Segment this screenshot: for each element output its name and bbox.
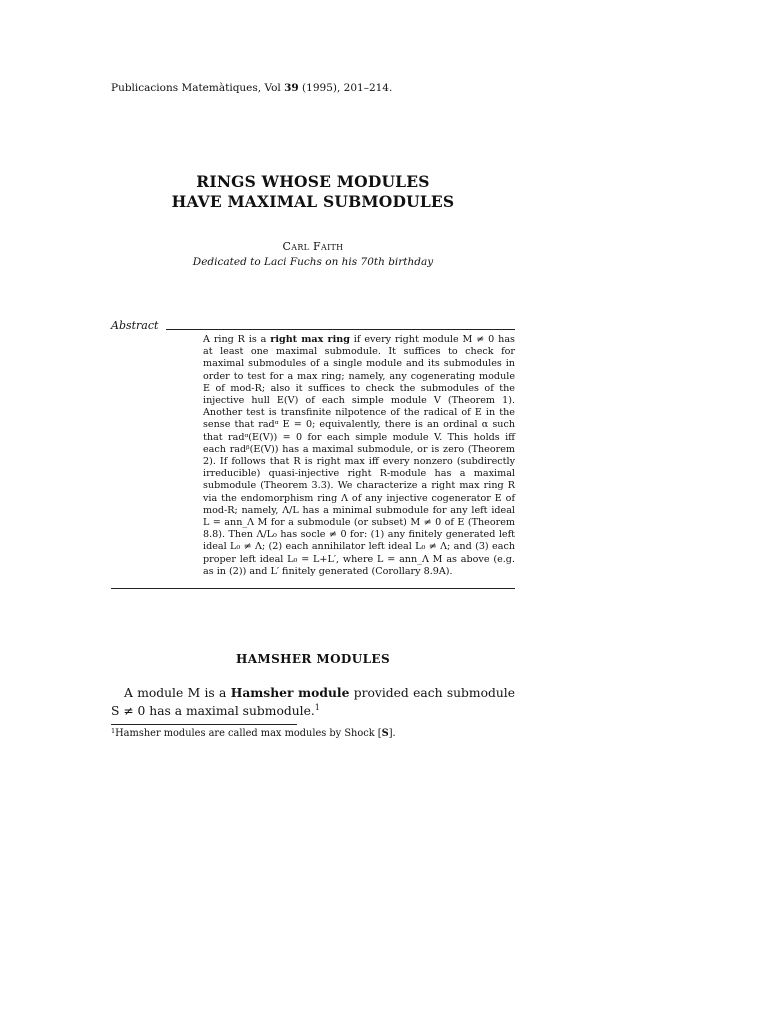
title-line-1: RINGS WHOSE MODULES [196,172,430,191]
abstract-top-rule [166,329,515,330]
journal-citation [111,82,392,94]
abstract-term: right max ring [270,334,350,345]
section-paragraph [111,684,515,720]
footnote-number: 1 [111,727,116,735]
title-line-2: HAVE MAXIMAL SUBMODULES [171,192,455,211]
dedication: Dedicated to Laci Fuchs on his 70th birthday [192,256,434,268]
paragraph-lead: A module M is a [124,686,231,700]
abstract-text [203,334,515,578]
footnote-text: Hamsher modules are called max modules by Shock [ [115,728,382,739]
abstract-label: Abstract [111,319,159,332]
abstract-bottom-rule [111,588,515,589]
paragraph-term: Hamsher module [230,685,350,700]
journal-volume: 39 [284,82,299,94]
footnote-rule [111,724,297,725]
journal-year-pages: (1995), 201–214. [298,82,393,94]
paragraph-rest: provided each submodule S ≠ 0 has a maximal submodule. [111,686,515,718]
author-name: Carl Faith [282,240,344,253]
section-heading: HAMSHER MODULES [235,652,391,666]
footnote-text-end: ]. [388,728,396,739]
abstract-body: if every right module M ≠ 0 has at least one maximal submodule. It suffices to check for maximal submodules of a single module and its submodules in order to test for a max ring; namely, any cogenerating module E of mod-R; also it suffices to check the submodules of the injective hull E(V) of each simple module V (Theorem 1). Another test is transfinite nilpotence of the radical of E in the sense that radᵅ E = 0; equivalently, there is an ordinal α such that radᵅ(E(V)) = 0 for each simple module V. This holds iff each radᵝ(E(V)) has a maximal submodule, or is zero (Theorem 2). If follows that R is right max iff every nonzero (subdirectly irreducible) quasi-injective right R-module has a maximal submodule (Theorem 3.3). We characterize a right max ring R via the endomorphism ring Λ of any injective cogenerator E of mod-R; namely, Λ/L has a minimal submodule for any left ideal L = ann_Λ M for a submodule (or subset) M ≠ 0 of E (Theorem 8.8). Then Λ/L₀ has socle ≠ 0 for: (1) any finitely generated left ideal L₀ ≠ Λ; (2) each annihilator left ideal L₀ ≠ Λ; and (3) each proper left ideal L₀ = L+L′, where L = ann_Λ M as above (e.g. as in (2)) and L′ finitely generated (Corollary 8.9A). [203,334,515,577]
footnote [111,728,396,739]
journal-name: Publicacions Matemàtiques, Vol [111,82,285,94]
paper-title [111,172,515,212]
footnote-marker: 1 [314,703,320,712]
abstract-lead: A ring R is a [203,334,271,345]
footnote-citation: S [381,728,389,739]
